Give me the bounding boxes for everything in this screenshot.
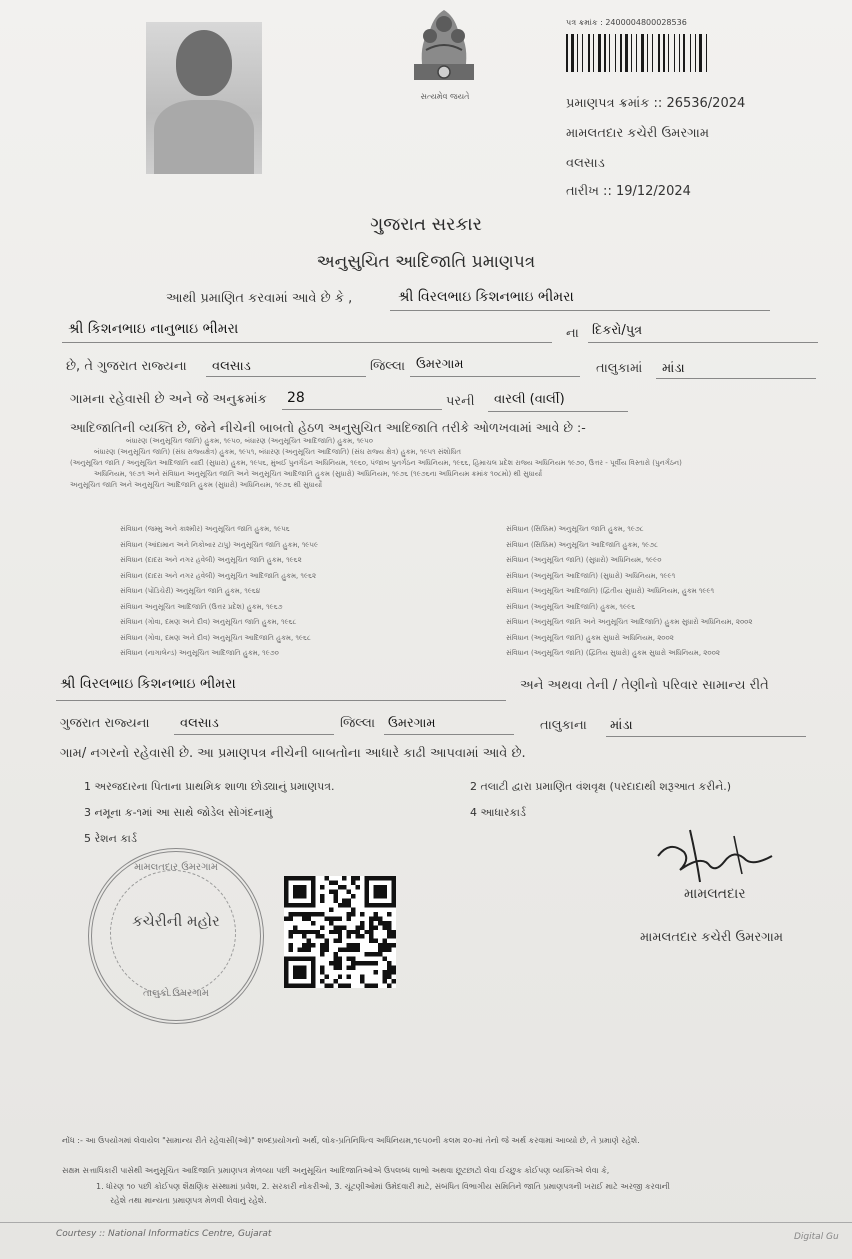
family-text: અને અથવા તેની / તેણીનો પરિવાર સામાન્ય રીતે (520, 678, 769, 693)
applicant-name: શ્રી વિરલભાઇ કિશનભાઇ ભીમરા (398, 289, 574, 305)
barcode-bar (668, 34, 669, 72)
act-item: સંવિધાન (સિક્કિમ) અનુસૂચિત જાતિ હુકમ, ૧૯૭૮ (506, 525, 644, 533)
seal-ring-top: મામલતદાર ઉમરગામ (134, 862, 218, 873)
barcode-bar (706, 34, 707, 72)
acts-intro-line: બંધારણ (અનુસૂચિત જાતિ) હુકમ, ૧૯૫૦, બંધારણ (અનુસૂચિત આદિજાતિ) હુકમ, ૧૯૫૦ (126, 437, 373, 445)
barcode-bar (631, 34, 632, 72)
taluka-label: તાલુકામાં (596, 361, 643, 376)
residence-district-label: જિલ્લા (340, 716, 376, 731)
residence-district-underline (174, 734, 334, 735)
act-item: સંવિધાન (દાદરા અને નગર હવેલી) અનુસૂચિત આદિજાતિ હુકમ, ૧૯૬૨ (120, 571, 317, 580)
barcode-bar (591, 34, 592, 72)
basis-text: ગામ/ નગરનો રહેવાસી છે. આ પ્રમાણપત્ર નીચેની બાબતોના આધારે કાઢી આપવામાં આવે છે. (60, 746, 526, 761)
act-item: સંવિધાન (પોંડિચેરી) અનુસૂચિત જાતિ હુકમ, ૧૯૬૪ (120, 587, 261, 595)
act-item: સંવિધાન (ગોવા, દમણ અને દીવ) અનુસૂચિત આદિજાતિ હુકમ, ૧૯૬૮ (120, 633, 311, 642)
signatory-title: મામલતદાર (684, 886, 746, 902)
barcode-bar (615, 34, 616, 72)
barcode-bar (582, 34, 583, 72)
national-emblem-icon (408, 2, 480, 84)
barcode-bar (595, 34, 597, 72)
barcode (566, 34, 748, 72)
barcode-bar (679, 34, 680, 72)
barcode-bar (579, 34, 581, 72)
act-item: સંવિધાન (અનુસૂચિત આદિજાતિ) (સુધારો) અધિનિયમ, ૧૯૯૧ (506, 571, 676, 580)
footer-note: નોંધ :- આ ઉપયોગમાં લેવાયેલ "સામાન્ય રીતે રહેવાસી(ઓ)" શબ્દપ્રયોગનો અર્થ, લોક-પ્રતિનિધિત્વ અધિનિયમ,૧૯૫૦ની કલમ ૨૦-માં તેનો જે અર્થ કરવામાં આવ્યો છે, તે પ્રમાણે રહેશે. (62, 1136, 640, 1145)
barcode-bar (611, 34, 614, 72)
barcode-bar (584, 34, 587, 72)
barcode-bar (699, 34, 702, 72)
photo-body-shape (154, 100, 254, 174)
barcode-bar (663, 34, 665, 72)
act-item: સંવિધાન (દાદરા અને નગર હવેલી) અનુસૂચિત જાતિ હુકમ, ૧૯૬૨ (120, 556, 302, 564)
seal-ring-bottom: તાલુકો ઉમરગામ (143, 988, 209, 999)
barcode-bar (566, 34, 568, 72)
footer-divider (0, 1222, 852, 1223)
barcode-bar (661, 34, 662, 72)
declaration-text: આદિજાતિની વ્યક્તિ છે, જેને નીચેની બાબતો હેઠળ અનુસુચિત આદિજાતિ તરીકે ઓળખવામાં આવે છે :- (70, 420, 586, 435)
tribe-underline (488, 411, 628, 412)
of-tribe-text: પરની (446, 394, 475, 409)
barcode-bar (636, 34, 637, 72)
barcode-bar (649, 34, 651, 72)
document-item: 2 તલાટી દ્વારા પ્રમાણિત વંશવૃક્ષ (પરદાદાથી શરૂઆત કરીને.) (470, 780, 732, 793)
issuing-district: વલસાડ (566, 156, 605, 171)
photo-head-shape (176, 30, 232, 96)
barcode-bar (588, 34, 590, 72)
barcode-bar (647, 34, 648, 72)
state-text: છે, તે ગુજરાત રાજ્યના (66, 359, 187, 374)
barcode-bar (692, 34, 694, 72)
residence-district: વલસાડ (180, 716, 219, 731)
document-item: 4 આધારકાર્ડ (470, 806, 526, 819)
resident-text: ગામના રહેવાસી છે અને જે અનુક્રમાંક (70, 392, 267, 407)
barcode-bar (575, 34, 576, 72)
barcode-bar (623, 34, 624, 72)
residence-taluka: ઉમરગામ (388, 716, 436, 731)
acts-intro-line: અનુસૂચિત જાતિ અને અનુસૂચિત આદિજાતિ હુકમ (સુધારો) અધિનિયમ, ૧૯૭૬ થી સુધાર્યો (70, 481, 323, 489)
barcode-bar (609, 34, 610, 72)
acts-left-list (120, 522, 480, 662)
document-item: 1 અરજદારના પિતાના પ્રાથમિક શાળા છોડ્યાનું પ્રમાણપત્ર. (84, 780, 335, 793)
certificate-title: અનુસુચિત આદિજાતિ પ્રમાણપત્ર (316, 252, 536, 272)
barcode-bar (571, 34, 574, 72)
office-seal (88, 848, 264, 1024)
district-label: જિલ્લા (370, 359, 406, 374)
barcode-bar (617, 34, 619, 72)
relation: દિકરો/પુત્ર (592, 323, 643, 338)
footer-authority: સક્ષમ સત્તાધિકારી પાસેથી અનુસૂચિત આદિજાતિ પ્રમાણપત્ર મેળવ્યા પછી અનુસૂચિત આદિજાતિઓએ ઉપલબ્ધ લાભો અથવા છૂટછાટો લેવા ઈચ્છુક કોઈપણ વ્યક્તિએ લેવા કે, (62, 1166, 610, 1175)
acts-intro-line: બંધારણ (અનુસૂચિત જાતિ) (સંઘ રાજ્યક્ષેત્ર) હુકમ, ૧૯૫૧, બંધારણ (અનુસૂચિત આદિજાતિ) (સંઘ રાજ્ય ક્ષેત્ર) હુકમ, ૧૯૫૧ સંશોધિત (94, 448, 461, 456)
barcode-bar (620, 34, 622, 72)
father-name-underline (62, 342, 552, 343)
courtesy-text: Courtesy :: National Informatics Centre, Gujarat (56, 1229, 272, 1239)
document-item: 5 રેશન કાર્ડ (84, 832, 137, 845)
serial-underline (282, 409, 442, 410)
resident-name-underline (56, 700, 506, 701)
barcode-bar (638, 34, 640, 72)
digital-gujarat-text: Digital Gu (794, 1232, 839, 1242)
barcode-bar (686, 34, 689, 72)
act-item: સંવિધાન (અનુસૂચિત જાતિ) હુકમ સુધારો અધિનિયમ, ૨૦૦૨ (506, 633, 674, 642)
district-value: વલસાડ (212, 359, 251, 374)
acts-right-list (506, 522, 826, 662)
barcode-bar (633, 34, 635, 72)
barcode-bar (577, 34, 578, 72)
issuing-office: મામલતદાર કચેરી ઉમરગામ (566, 126, 710, 141)
taluka-underline (410, 376, 580, 377)
emblem-motto: સત્યમેવ જયતે (420, 92, 470, 101)
act-item: સંવિધાન (સિક્કિમ) અનુસૂચિત આદિજાતિ હુકમ, ૧૯૭૮ (506, 540, 659, 549)
residence-taluka-underline (384, 734, 514, 735)
footer-points: 1. ધોરણ ૧૦ પછી કોઈપણ શૈક્ષણિક સંસ્થામાં પ્રવેશ, 2. સરકારી નોકરીઓ, 3. ચૂંટણીઓમાં ઉમેદવારી માટે, સંબંધિત વિભાગીય સમિતિને જાતિ પ્રમાણપત્રની ખરાઈ માટે અરજી કરવાની (96, 1182, 670, 1191)
residence-village-underline (606, 736, 806, 737)
government-title: ગુજરાત સરકાર (370, 214, 482, 235)
barcode-bar (695, 34, 696, 72)
barcode-bar (674, 34, 675, 72)
barcode-bar (666, 34, 667, 72)
taluka-value: ઉમરગામ (416, 357, 464, 372)
footer-points-cont: રહેશે તથા માન્યતા પ્રમાણપત્ર મેળવી લેવાનું રહેશે. (110, 1196, 267, 1205)
act-item: સંવિધાન (ગોવા, દમણ અને દીવ) અનુસૂચિત જાતિ હુકમ, ૧૯૬૮ (120, 618, 297, 626)
district-underline (206, 376, 366, 377)
barcode-bar (645, 34, 646, 72)
document-item: 3 નમૂના ક-૧માં આ સાથે જોડેલ સોગંદનામું (84, 806, 273, 819)
residence-village: માંડા (610, 718, 633, 733)
act-item: સંવિધાન (જમ્મુ અને કાશ્મીર) અનુસૂચિત જાતિ હુકમ, ૧૯૫૬ (120, 525, 290, 533)
act-item: સંવિધાન (અનુસૂચિત આદિજાતિ) (દ્વિતીય સુધારો) અધિનિયમ, હુકમ ૧૯૯૧ (506, 587, 715, 595)
act-item: સંવિધાન (આંદામાન અને નિકોબાર ટાપુ) અનુસૂચિત જાતિ હુકમ, ૧૯૫૯ (120, 540, 319, 549)
applicant-name-underline (390, 310, 770, 311)
barcode-bar (708, 34, 709, 72)
barcode-bar (625, 34, 628, 72)
resident-name: શ્રી વિરલભાઇ કિશનભાઇ ભીમરા (60, 676, 236, 692)
certificate-number: પ્રમાણપત્ર ક્રમાંક :: 26536/2024 (566, 96, 746, 111)
father-name: શ્રી કિશનભાઇ નાનુભાઇ ભીમરા (68, 321, 239, 337)
signatory-office: મામલતદાર કચેરી ઉમરગામ (640, 930, 784, 945)
signature-icon (650, 826, 780, 886)
relation-underline (588, 342, 818, 343)
certify-text: આથી પ્રમાણિત કરવામાં આવે છે કે , (166, 291, 353, 306)
qr-code (284, 876, 396, 988)
issue-date: તારીખ :: 19/12/2024 (566, 184, 691, 199)
barcode-bar (652, 34, 653, 72)
act-item: સંવિધાન (અનુસૂચિત આદિજાતિ) હુકમ, ૧૯૯૬ (506, 602, 636, 611)
barcode-bar (670, 34, 673, 72)
act-item: સંવિધાન (નાગાલેન્ડ) અનુસૂચિત આદિજાતિ હુકમ, ૧૯૭૦ (120, 649, 279, 657)
village-underline (656, 378, 816, 379)
act-item: સંવિધાન અનુસૂચિત આદિજાતિ (ઉત્તર પ્રદેશ) હુકમ, ૧૯૬૭ (120, 602, 283, 611)
barcode-bar (703, 34, 705, 72)
applicant-photo (146, 22, 262, 174)
barcode-bar (602, 34, 603, 72)
act-item: સંવિધાન (અનુસૂચિત જાતિ અને અનુસૂચિત આદિજાતિ) હુકમ સુધારો અધિનિયમ, ૨૦૦૨ (506, 618, 753, 626)
barcode-bar (641, 34, 644, 72)
barcode-bar (629, 34, 630, 72)
residence-state-text: ગુજરાત રાજ્યના (60, 716, 150, 731)
acts-intro-line: (અનુસૂચિત જાતિ / અનુસૂચિત આદિજાતિ યાદી (સુધારા) હુકમ, ૧૯૫૬, મુંબઈ પુનર્ગઠન અધિનિયમ, ૧૯૬૦, પંજાબ પુનર્ગઠન અધિનિયમ, ૧૯૬૬, હિમાચલ પ્રદેશ રાજ્ય અધિનિયમ ૧૯૭૦, ઉત્તર - પૂર્વીય વિસ્તારો (પુનર્ગઠન) (70, 459, 682, 467)
seal-inner-ring (110, 870, 236, 996)
barcode-bar (683, 34, 685, 72)
barcode-bar (654, 34, 657, 72)
barcode-bar (697, 34, 698, 72)
barcode-number: પત્ર ક્રમાંક : 2400004800028536 (566, 18, 687, 27)
of-text: ના (566, 326, 579, 341)
barcode-bar (676, 34, 678, 72)
residence-taluka-label: તાલુકાના (540, 718, 587, 733)
barcode-bar (607, 34, 608, 72)
act-item: સંવિધાન (અનુસૂચિત જાતિ) (દ્વિતિય સુધારો) હુકમ સુધારો અધિનિયમ, ૨૦૦૨ (506, 649, 720, 657)
barcode-bar (658, 34, 660, 72)
barcode-bar (593, 34, 594, 72)
serial-number: 28 (287, 390, 305, 406)
acts-intro-line: અધિનિયમ, ૧૯૭૧ અને સંવિધાન અનુસૂચિત જાતિ અને અનુસૂચિત આદિજાતિ હુકમ (સુધારો) અધિનિયમ, ૧૯૭૬ (૧૯૭૬ના અધિનિયમ ક્રમાંક ૧૦૮મો) થી સુધાર્યા (94, 470, 543, 478)
tribe-name: વારલી (વાર્લી) (494, 392, 565, 407)
barcode-bar (690, 34, 691, 72)
barcode-bar (681, 34, 682, 72)
acts-intro (70, 436, 830, 491)
barcode-bar (598, 34, 601, 72)
barcode-bar (569, 34, 570, 72)
act-item: સંવિધાન (અનુસૂચિત જાતિ) (સુધારો) અધિનિયમ, ૧૯૯૦ (506, 556, 662, 564)
seal-center-text: કચેરીની મહોર (132, 912, 220, 930)
village-value: માંડા (662, 361, 685, 376)
barcode-bar (604, 34, 606, 72)
